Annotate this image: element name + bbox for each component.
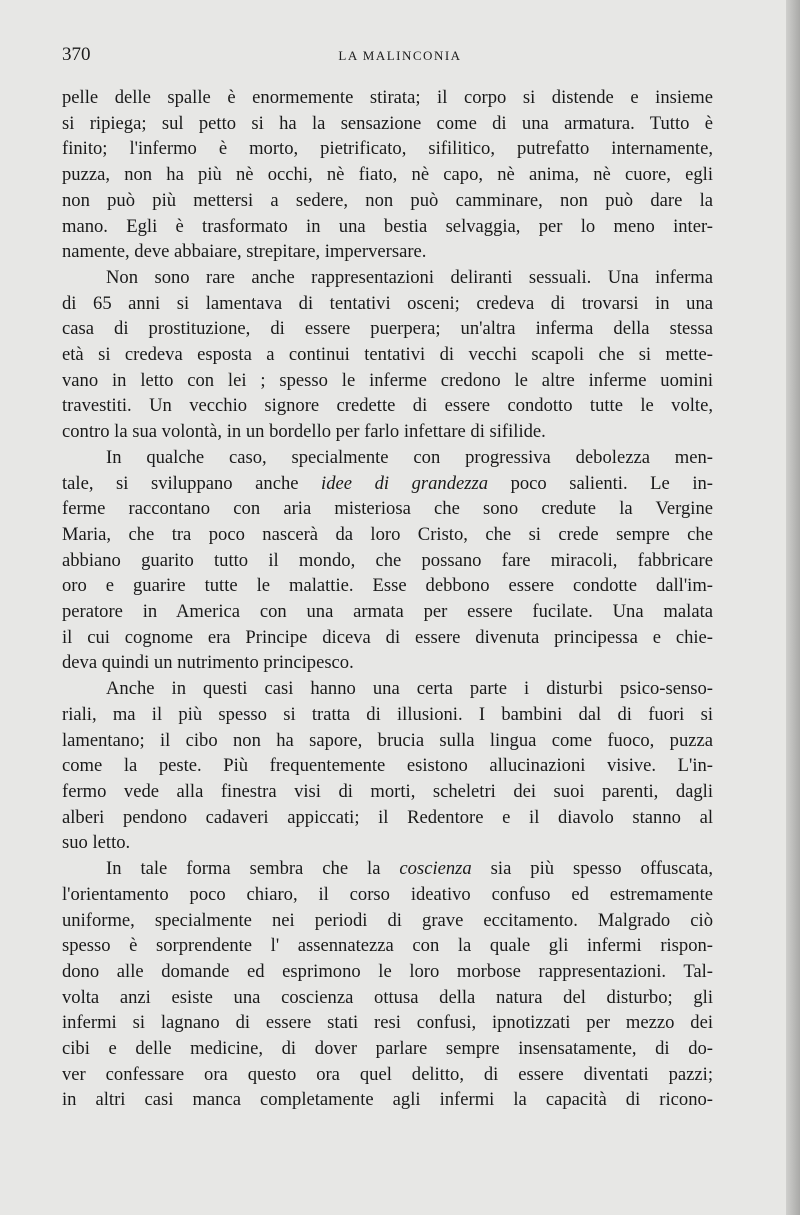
text-line: spesso è sorprendente l' assennatezza con la quale gli infermi rispon- xyxy=(62,935,713,957)
text-line: come la peste. Più frequentemente esistono allucinazioni visive. L'in- xyxy=(62,755,713,777)
text-segment: poco salienti. Le in- xyxy=(488,472,713,494)
paragraph-1 xyxy=(62,85,713,265)
italic-term: idee di grandezza xyxy=(321,472,489,494)
text-line: pelle delle spalle è enormemente stirata; il corpo si distende e insieme xyxy=(62,87,713,108)
text-segment: sia più spesso offuscata, xyxy=(471,858,713,880)
italic-term: coscienza xyxy=(399,858,472,880)
text-line: in altri casi manca completamente agli infermi la capacità di ricono- xyxy=(62,1089,713,1111)
text-line xyxy=(62,856,713,882)
text-line xyxy=(62,471,713,497)
text-line: ferme raccontano con aria misteriosa che sono credute la Vergine xyxy=(62,498,713,520)
text-line: In qualche caso, specialmente con progressiva debolezza men- xyxy=(106,446,713,468)
text-line: Anche in questi casi hanno una certa parte i disturbi psico-senso- xyxy=(106,678,713,700)
paragraph-5 xyxy=(62,856,713,1113)
text-line: finito; l'infermo è morto, pietrificato, sifilitico, putrefatto internamente, xyxy=(62,138,713,160)
text-line: infermi si lagnano di essere stati resi confusi, ipnotizzati per mezzo dei xyxy=(62,1012,713,1034)
text-line: suo letto. xyxy=(62,832,131,854)
text-line: peratore in America con una armata per essere fucilate. Una malata xyxy=(62,601,713,623)
text-line: oro e guarire tutte le malattie. Esse debbono essere condotte dall'im- xyxy=(62,575,713,597)
text-line: Non sono rare anche rappresentazioni deliranti sessuali. Una inferma xyxy=(106,266,713,288)
text-line: dono alle domande ed esprimono le loro morbose rappresentazioni. Tal- xyxy=(62,960,713,982)
text-line: deva quindi un nutrimento principesco. xyxy=(62,652,354,674)
text-line: vano in letto con lei ; spesso le inferme credono le altre inferme uomini xyxy=(62,369,713,391)
text-line: il cui cognome era Principe diceva di essere divenuta principessa e chie- xyxy=(62,626,713,648)
text-line: mano. Egli è trasformato in una bestia selvaggia, per lo meno inter- xyxy=(62,215,713,237)
text-line: riali, ma il più spesso si tratta di illusioni. I bambini dal di fuori si xyxy=(62,703,713,725)
text-line: Maria, che tra poco nascerà da loro Cristo, che si crede sempre che xyxy=(62,523,713,545)
text-line: si ripiega; sul petto si ha la sensazione come di una armatura. Tutto è xyxy=(62,112,713,134)
text-line: alberi pendono cadaveri appiccati; il Redentore e il diavolo stanno al xyxy=(62,806,713,828)
text-segment: tale, si sviluppano anche xyxy=(62,472,322,494)
page-header xyxy=(62,40,738,70)
text-line: l'orientamento poco chiaro, il corso ideativo confuso ed estremamente xyxy=(62,883,713,905)
text-line: ver confessare ora questo ora quel delitto, di essere diventati pazzi; xyxy=(62,1063,713,1085)
page-number: 370 xyxy=(62,44,91,65)
paragraph-2 xyxy=(62,265,713,445)
running-head: LA MALINCONIA xyxy=(338,48,462,63)
page-binding-edge xyxy=(786,0,800,1215)
text-line: volta anzi esiste una coscienza ottusa della natura del disturbo; gli xyxy=(62,986,713,1008)
text-segment: In tale forma sembra che la xyxy=(106,858,400,880)
text-line: non può più mettersi a sedere, non può camminare, non può dare la xyxy=(62,189,713,211)
body-text xyxy=(62,85,713,1113)
text-line: età si credeva esposta a continui tentativi di vecchi scapoli che si mette- xyxy=(62,344,713,366)
text-line: abbiano guarito tutto il mondo, che possano fare miracoli, fabbricare xyxy=(62,549,713,571)
text-line: contro la sua volontà, in un bordello per farlo infettare di sifilide. xyxy=(62,421,546,443)
text-line: travestiti. Un vecchio signore credette di essere condotto tutte le volte, xyxy=(62,395,713,417)
paragraph-4 xyxy=(62,676,713,856)
paragraph-3 xyxy=(62,445,713,676)
text-line: namente, deve abbaiare, strepitare, imperversare. xyxy=(62,241,427,263)
text-line: lamentano; il cibo non ha sapore, brucia sulla lingua come fuoco, puzza xyxy=(62,729,713,751)
text-line: cibi e delle medicine, di dover parlare sempre insensatamente, di do- xyxy=(62,1038,713,1060)
text-line: casa di prostituzione, di essere puerpera; un'altra inferma della stessa xyxy=(62,318,713,340)
text-line: puzza, non ha più nè occhi, nè fiato, nè capo, nè anima, nè cuore, egli xyxy=(62,164,713,186)
text-line: uniforme, specialmente nei periodi di grave eccitamento. Malgrado ciò xyxy=(62,909,713,931)
text-line: fermo vede alla finestra visi di morti, scheletri dei suoi parenti, dagli xyxy=(62,780,713,802)
text-line: di 65 anni si lamentava di tentativi osceni; credeva di trovarsi in una xyxy=(62,292,713,314)
